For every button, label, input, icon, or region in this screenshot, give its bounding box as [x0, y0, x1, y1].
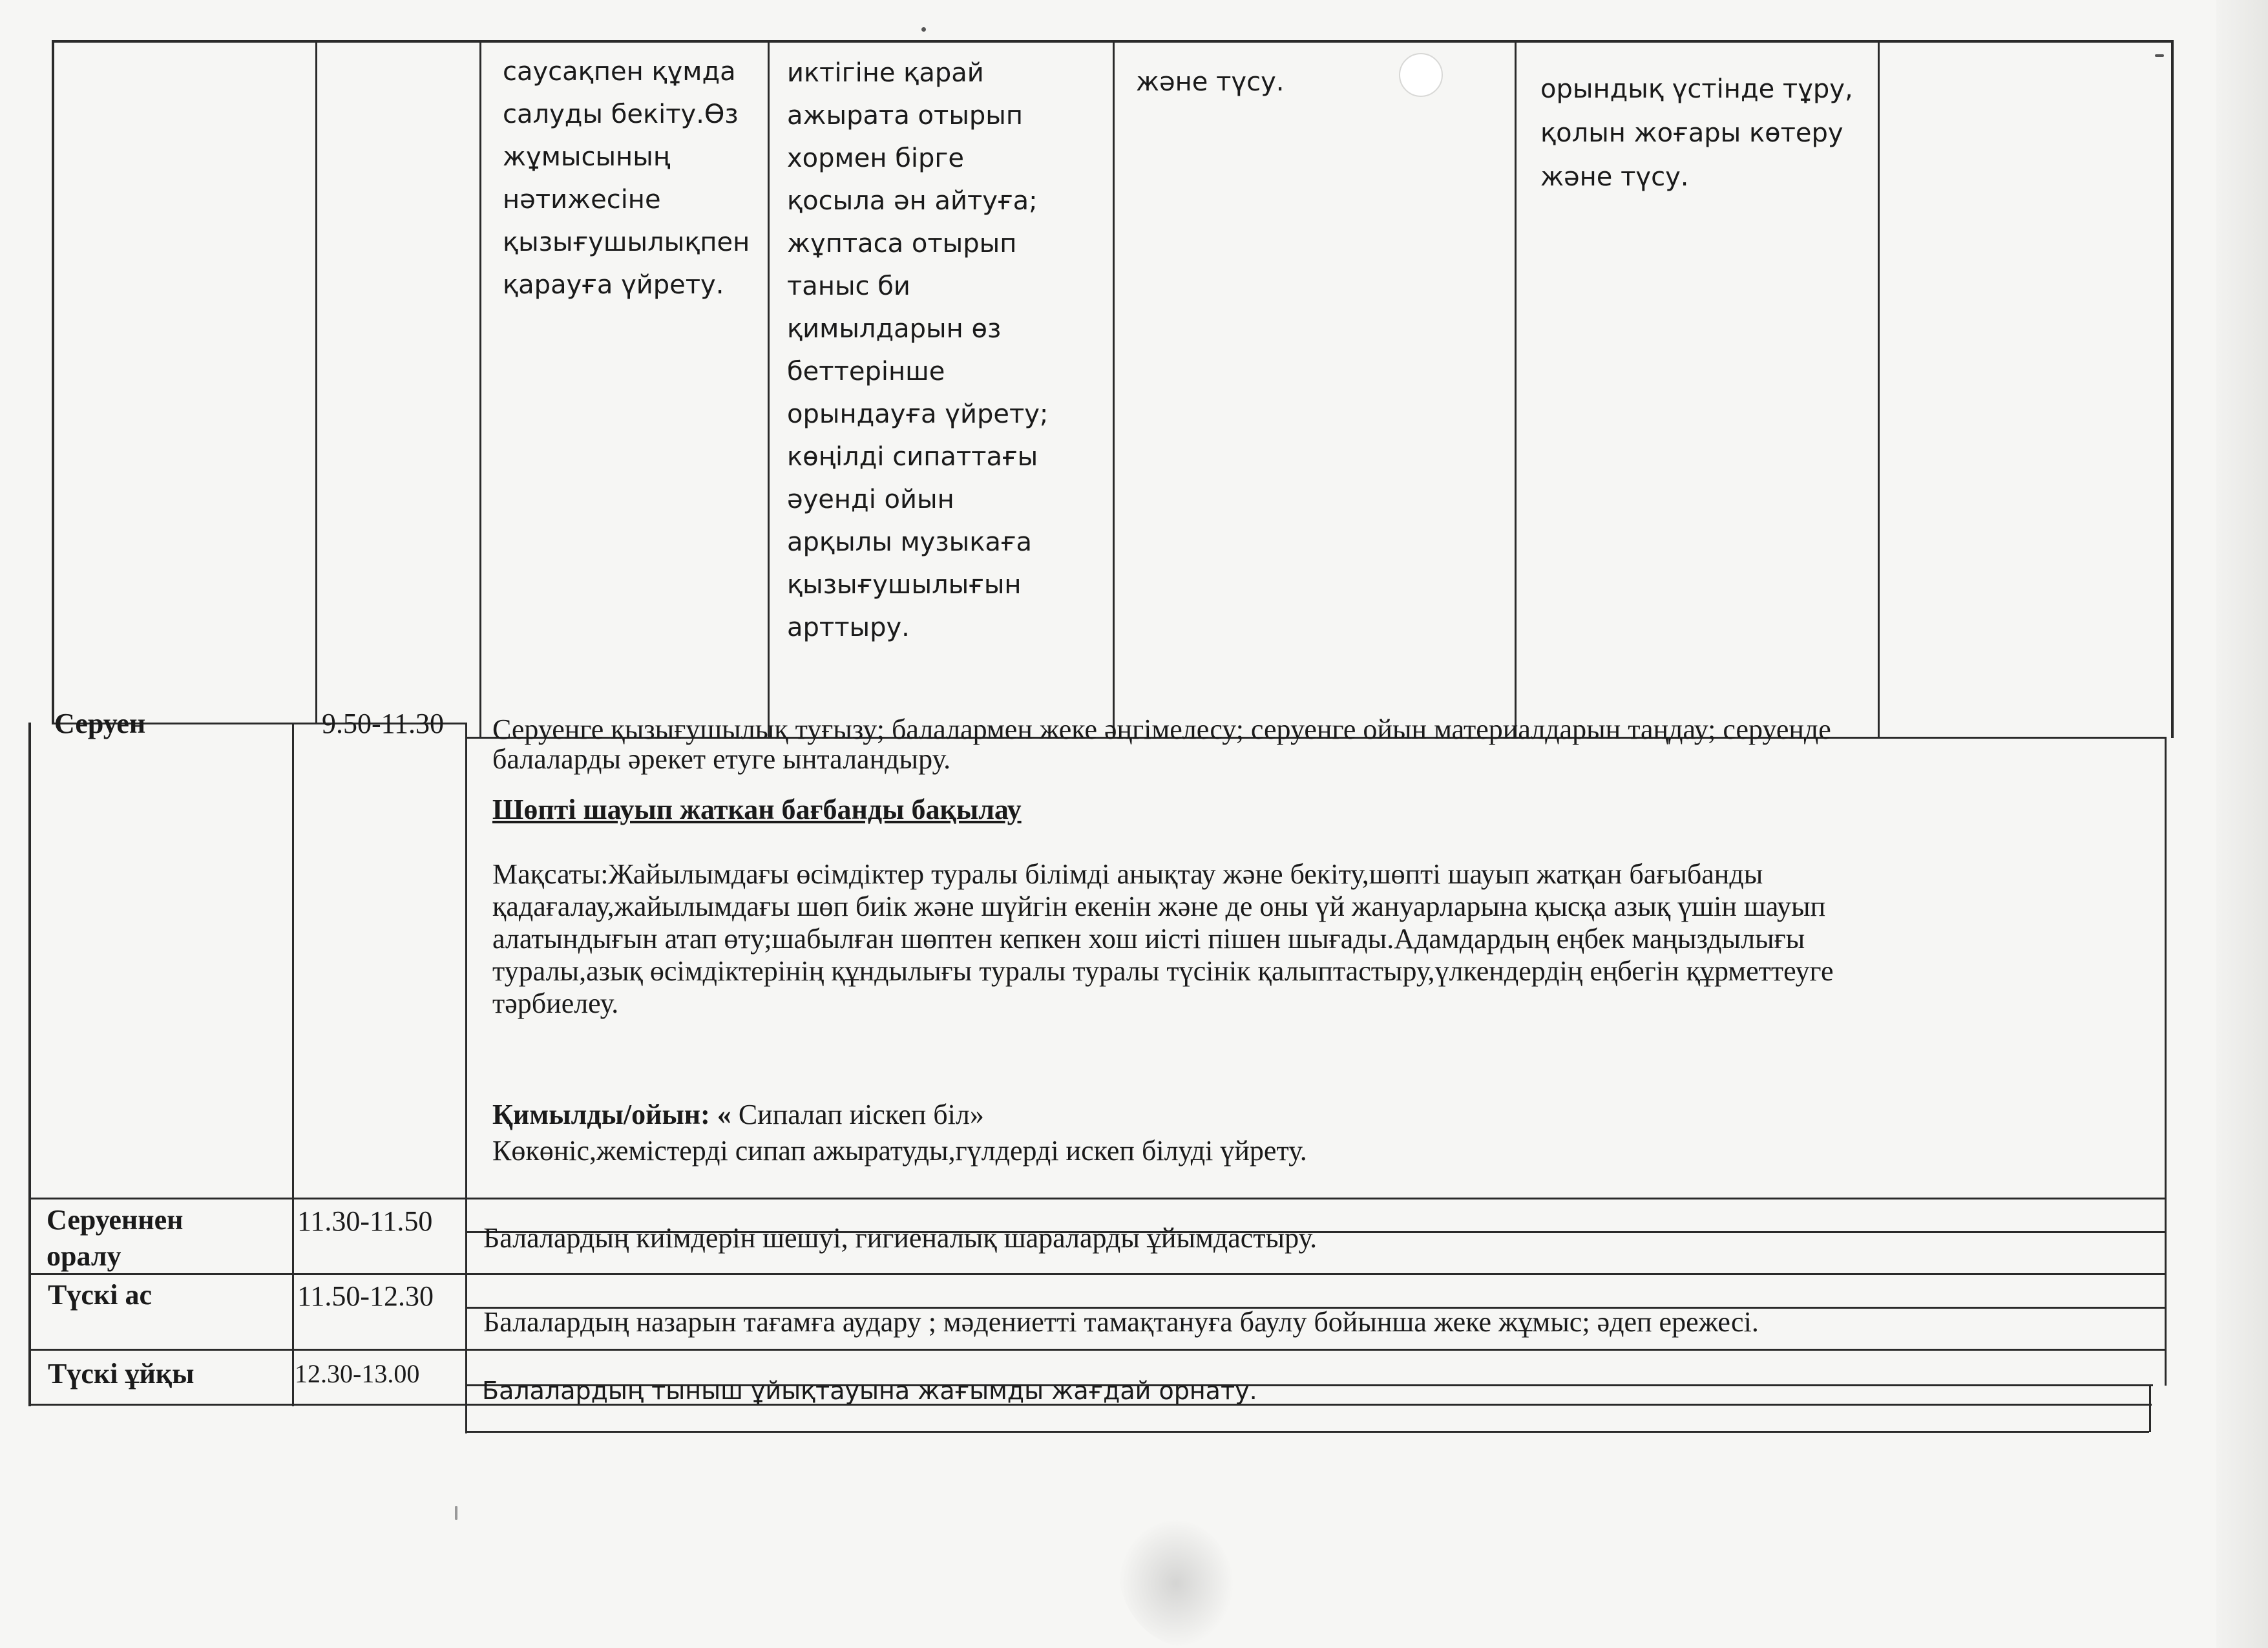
row-divider	[28, 1198, 2166, 1199]
table-border-left	[52, 40, 54, 723]
nap-text: Балалардың тыныш ұйықтауына жағымды жағдай орнату.	[482, 1377, 1257, 1405]
time-seruen: 9.50-11.30	[322, 708, 445, 739]
column-divider	[292, 723, 294, 1406]
time-return: 11.30-11.50	[297, 1205, 433, 1237]
column-divider	[1515, 40, 1517, 737]
time-lunch: 11.50-12.30	[297, 1280, 434, 1312]
seruen-game-label: Қимылды/ойын: «	[492, 1099, 731, 1130]
table-border-right	[2165, 737, 2167, 1386]
seruen-goal: Мақсаты:Жайылымдағы өсімдіктер туралы білімді анықтау және бекіту,шөпті шауып жатқан бағыбанды қадағалау,жайылымдағы шөп биік және шүйгін екенін және де оны үй жануарларына қысқа азық үшін шауып алатындығын атап өту;шабылған шөптен кепкен хош иісті пішен шығады.Адамдардың еңбек маңыздылығы туралы,азық өсімдіктерінің құндылығы туралы туралы түсінік қалыптастыру,үлкендердің еңбегін құрметтеуге тәрбиелеу.	[492, 858, 1834, 1019]
table-border-top	[52, 40, 2172, 43]
seruen-game	[492, 1066, 984, 1131]
seruen-intro: Серуенге қызығушылық туғызу; балалармен жеке әңгімелесу; серуенге ойын материалдарын таңдау; серуенде балаларды әрекет етуге ынталандыру.	[492, 713, 1831, 775]
scan-smudge	[1118, 1519, 1234, 1648]
row-label-nap: Түскі ұйқы	[48, 1358, 194, 1389]
row-label-return: Серуеннен оралу	[47, 1204, 184, 1272]
scan-speck	[921, 27, 926, 32]
table-border-bottom	[465, 1431, 2149, 1433]
column-divider	[1878, 40, 1880, 737]
row-label-seruen: Серуен	[54, 708, 146, 739]
return-text: Балалардың киімдерін шешуі, гигиеналық шараларды ұйымдастыру.	[483, 1222, 1318, 1254]
seruen-heading: Шөпті шауып жаткан бағбанды бақылау	[492, 794, 1022, 825]
cell-activity-goal: саусақпен құмда салуды бекіту.Өз жұмысының нәтижесіне қызығушылықпен қарауға үйрету.	[503, 57, 750, 300]
cell-exercise-text-2: орындық үстінде тұру, қолын жоғары көтеру және түсу.	[1540, 74, 1853, 192]
punch-hole	[1399, 53, 1443, 97]
row-divider	[28, 1273, 2166, 1275]
cell-exercise-text: және түсу.	[1136, 67, 1285, 97]
cell-music-goal: иктігіне қарай ажырата отырып хормен бірге қосыла ән айтуға; жұптаса отырып таныс би қимылдарын өз беттерінше орындауға үйрету; көңілді сипаттағы әуенді ойын арқылы музыкаға қызығушылығын арттыру.	[787, 58, 1049, 642]
column-divider	[479, 40, 481, 737]
column-divider	[315, 40, 317, 723]
seruen-game-desc: Көкөніс,жемістерді сипап ажыратуды,гүлдерді искеп білуді үйрету.	[492, 1135, 1307, 1167]
lunch-text: Балалардың назарын тағамға аудару ; мәдениетті тамақтануға баулу бойынша жеке жұмыс; әдеп ережесі.	[483, 1306, 1759, 1338]
time-nap: 12.30-13.00	[295, 1359, 420, 1388]
scan-edge	[2216, 0, 2268, 1648]
seruen-game-name: Сипалап иіскеп біл»	[731, 1099, 984, 1130]
row-label-lunch: Түскі ас	[48, 1279, 152, 1311]
scan-speck	[2155, 54, 2164, 57]
row-divider	[28, 1349, 2166, 1351]
table-border-right	[2171, 40, 2174, 738]
scan-speck	[455, 1506, 457, 1520]
column-divider	[465, 723, 467, 1433]
table-border-left	[28, 723, 31, 1406]
table-border-right	[2149, 1384, 2151, 1432]
column-divider	[1113, 40, 1115, 737]
column-divider	[768, 40, 770, 737]
